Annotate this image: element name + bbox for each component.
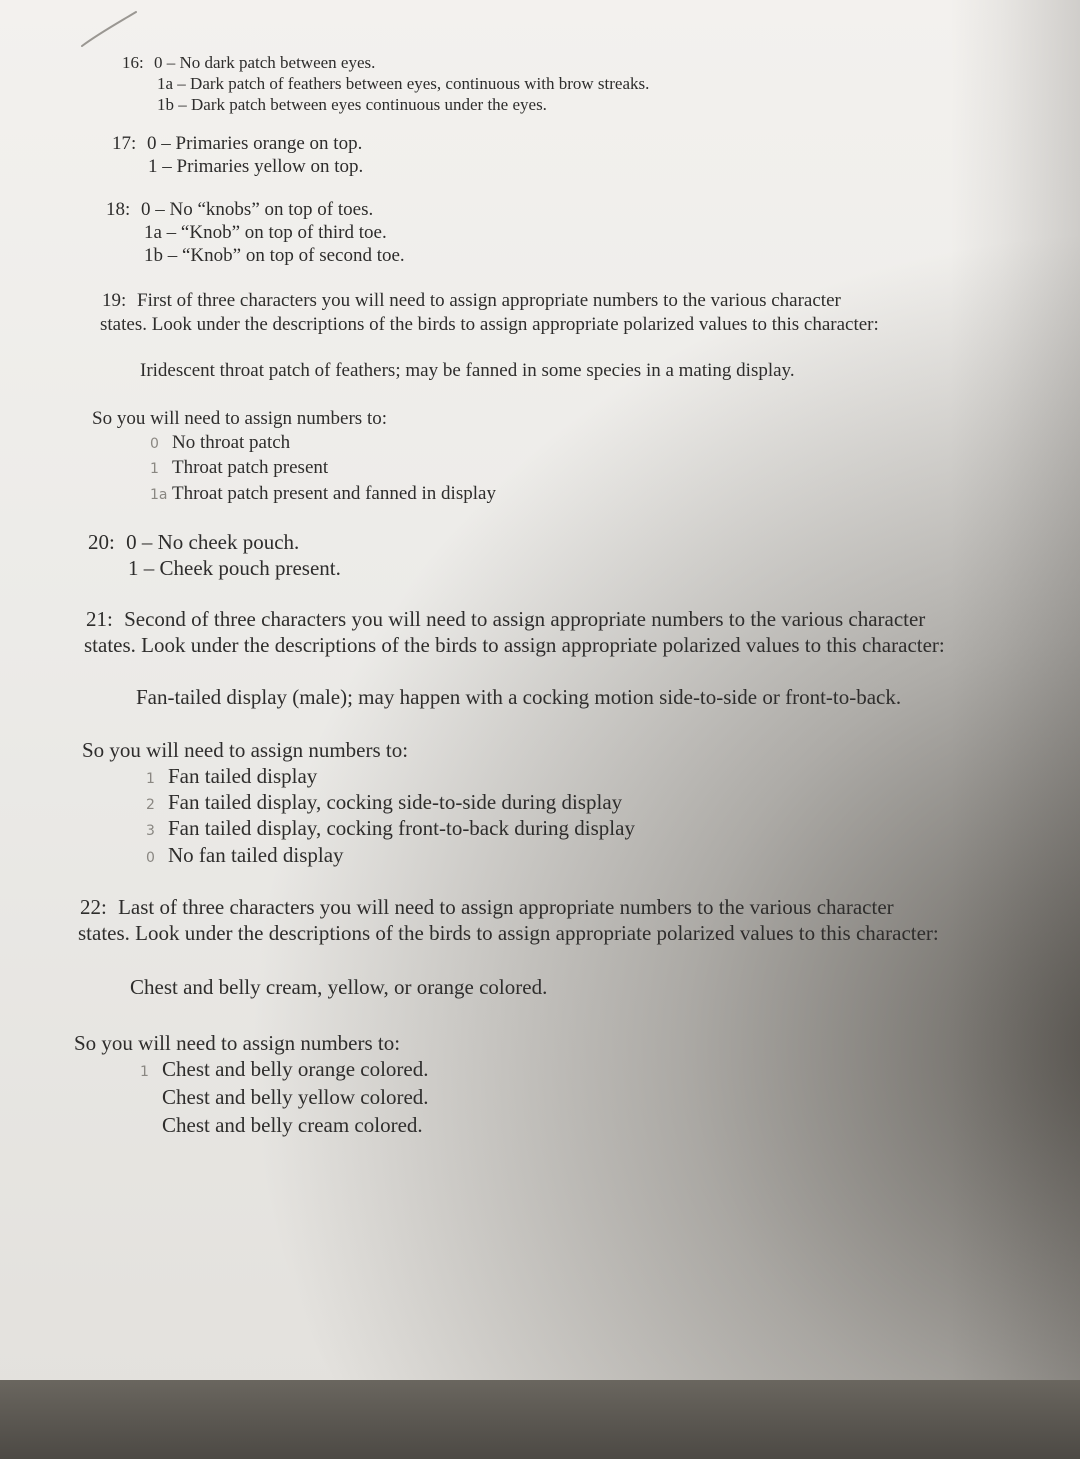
option-line bbox=[150, 433, 290, 452]
item-number: 22: bbox=[80, 895, 107, 919]
option-text: Fan tailed display bbox=[168, 764, 318, 788]
handwritten-number: 0 bbox=[146, 850, 155, 866]
item-17 bbox=[112, 134, 362, 153]
option-line bbox=[150, 484, 496, 503]
item-22 bbox=[80, 897, 894, 918]
handwritten-number: 0 bbox=[150, 436, 159, 452]
option-text: Fan tailed display, cocking side-to-side during display bbox=[168, 790, 623, 814]
option-text: Chest and belly orange colored. bbox=[162, 1057, 429, 1081]
state-line: 1a – Dark patch of feathers between eyes, continuous with brow streaks. bbox=[157, 74, 650, 93]
intro-text: Last of three characters you will need to assign appropriate numbers to the various character bbox=[118, 895, 894, 919]
handwritten-number: 1 bbox=[150, 461, 159, 477]
handwritten-number: 1 bbox=[146, 771, 155, 787]
intro-text: states. Look under the descriptions of the birds to assign appropriate polarized values to this character: bbox=[78, 921, 939, 945]
description: Chest and belly cream, yellow, or orange colored. bbox=[130, 975, 548, 999]
option-text: Throat patch present bbox=[172, 457, 329, 478]
state-line: 0 – No dark patch between eyes. bbox=[153, 53, 376, 72]
assign-heading: So you will need to assign numbers to: bbox=[82, 738, 409, 762]
option-line bbox=[140, 1115, 423, 1136]
item-20 bbox=[88, 532, 299, 553]
pen-mark-icon bbox=[80, 10, 138, 48]
state-line: 0 – No cheek pouch. bbox=[126, 530, 300, 554]
item-number: 17: bbox=[112, 133, 137, 154]
description: Iridescent throat patch of feathers; may be fanned in some species in a mating display. bbox=[140, 360, 795, 381]
intro-text: Second of three characters you will need to assign appropriate numbers to the various character bbox=[124, 607, 926, 631]
item-number: 18: bbox=[106, 199, 131, 220]
option-text: Chest and belly yellow colored. bbox=[162, 1085, 429, 1109]
intro-text: First of three characters you will need to assign appropriate numbers to the various character bbox=[137, 290, 841, 311]
option-line bbox=[146, 818, 635, 839]
option-line bbox=[140, 1059, 429, 1080]
option-line bbox=[150, 458, 328, 477]
option-line bbox=[146, 845, 344, 866]
handwritten-number: 1 bbox=[140, 1064, 149, 1080]
state-line: 0 – Primaries orange on top. bbox=[147, 133, 363, 154]
option-text: Chest and belly cream colored. bbox=[162, 1113, 423, 1137]
state-line: 1b – Dark patch between eyes continuous under the eyes. bbox=[157, 95, 547, 114]
handwritten-number: 1a bbox=[150, 487, 168, 503]
item-21 bbox=[86, 609, 925, 630]
option-line bbox=[146, 766, 317, 787]
state-line: 0 – No “knobs” on top of toes. bbox=[141, 199, 374, 220]
state-line: 1 – Cheek pouch present. bbox=[128, 556, 341, 580]
option-line bbox=[146, 792, 622, 813]
handwritten-number: 2 bbox=[146, 797, 155, 813]
handwritten-number: 3 bbox=[146, 823, 155, 839]
table-surface bbox=[0, 1380, 1080, 1459]
option-text: Fan tailed display, cocking front-to-back during display bbox=[168, 816, 635, 840]
state-line: 1 – Primaries yellow on top. bbox=[148, 156, 364, 177]
state-line: 1a – “Knob” on top of third toe. bbox=[144, 222, 387, 243]
item-number: 21: bbox=[86, 607, 113, 631]
item-18 bbox=[106, 200, 373, 219]
item-number: 19: bbox=[102, 290, 127, 311]
item-number: 20: bbox=[88, 530, 115, 554]
intro-text: states. Look under the descriptions of the birds to assign appropriate polarized values to this character: bbox=[100, 314, 879, 335]
assign-heading: So you will need to assign numbers to: bbox=[74, 1031, 401, 1055]
assign-heading: So you will need to assign numbers to: bbox=[92, 408, 388, 429]
option-line bbox=[140, 1087, 429, 1108]
intro-text: states. Look under the descriptions of the birds to assign appropriate polarized values to this character: bbox=[84, 633, 945, 657]
option-text: Throat patch present and fanned in display bbox=[172, 483, 496, 504]
option-text: No throat patch bbox=[172, 432, 291, 453]
description: Fan-tailed display (male); may happen with a cocking motion side-to-side or front-to-back. bbox=[136, 685, 902, 709]
item-number: 16: bbox=[122, 53, 144, 72]
item-16 bbox=[122, 54, 375, 71]
option-text: No fan tailed display bbox=[168, 843, 344, 867]
state-line: 1b – “Knob” on top of second toe. bbox=[144, 245, 405, 266]
item-19 bbox=[102, 291, 841, 310]
